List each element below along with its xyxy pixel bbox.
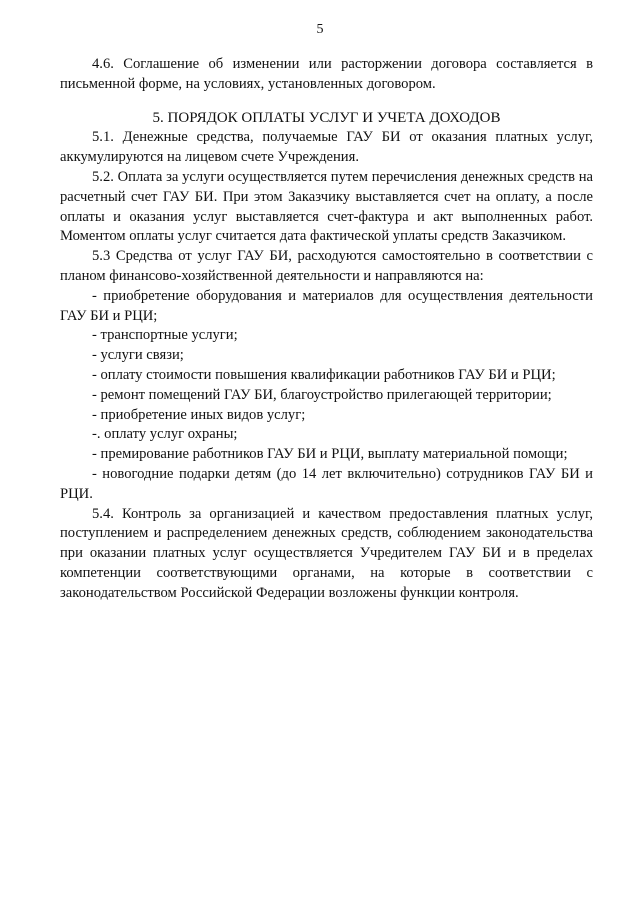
list-item: - приобретение оборудования и материалов для осуществления деятельности ГАУ БИ и РЦИ; (60, 287, 593, 324)
list-item: - приобретение иных видов услуг; (92, 406, 306, 423)
list-item: - ремонт помещений ГАУ БИ, благоустройство прилегающей территории; (92, 386, 552, 403)
page-number: 5 (316, 22, 324, 37)
list-item: - оплату стоимости повышения квалификации работников ГАУ БИ и РЦИ; (92, 366, 556, 383)
list-item: - услуги связи; (92, 347, 184, 364)
paragraph-5-3: 5.3 Средства от услуг ГАУ БИ, расходуются самостоятельно в соответствии с планом финансово-хозяйственной деятельности и направляются на: (60, 248, 593, 284)
list-item: - премирование работников ГАУ БИ и РЦИ, выплату материальной помощи; (92, 446, 568, 463)
section-title: 5. ПОРЯДОК ОПЛАТЫ УСЛУГ И УЧЕТА ДОХОДОВ (152, 109, 501, 126)
list-item: - новогодние подарки детям (до 14 лет включительно) сотрудников ГАУ БИ и РЦИ. (60, 465, 593, 502)
expense-list (60, 287, 593, 505)
list-item: -. оплату услуг охраны; (92, 426, 238, 443)
paragraph-5-2: 5.2. Оплата за услуги осуществляется путем перечисления денежных средств на расчетный счет ГАУ БИ. При этом Заказчику выставляется счет на оплату, а после оплаты и оказания услуг выставляется счет-фактура и акт выполненных работ. Моментом оплаты услуг считается дата фактической уплаты средств Заказчиком. (60, 168, 593, 245)
paragraph-5-4: 5.4. Контроль за организацией и качеством предоставления платных услуг, поступлением и распределением денежных средств, соблюдением законодательства при оказании платных услуг осуществляется Учредителем ГАУ БИ и в пределах компетенции соответствующими органами, на которые в соответствии с законодательством Российской Федерации возложены функции контроля. (60, 505, 593, 601)
paragraph-5-1: 5.1. Денежные средства, получаемые ГАУ БИ от оказания платных услуг, аккумулируются на лицевом счете Учреждения. (60, 129, 593, 166)
document-body (60, 55, 593, 604)
list-item: - транспортные услуги; (92, 327, 238, 344)
paragraph-4-6: 4.6. Соглашение об изменении или расторжении договора составляется в письменной форме, на условиях, установленных договором. (60, 56, 593, 92)
